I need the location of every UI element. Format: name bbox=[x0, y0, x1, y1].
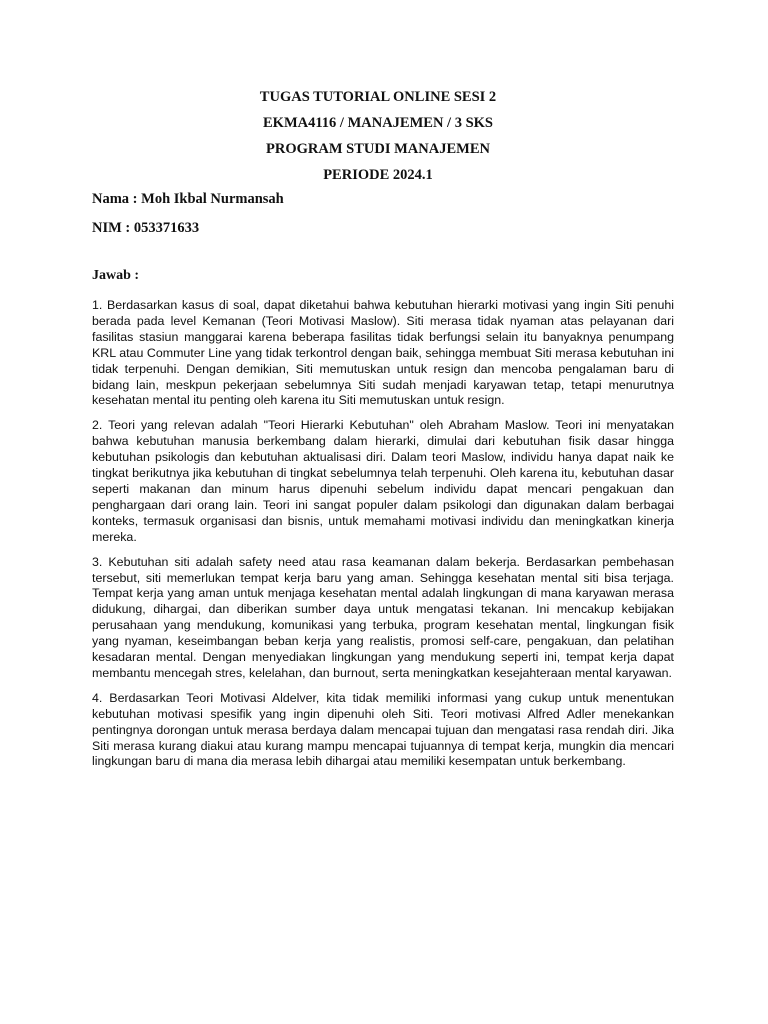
student-name: Nama : Moh Ikbal Nurmansah bbox=[92, 191, 284, 207]
answer-paragraph-1: 1. Berdasarkan kasus di soal, dapat diketahui bahwa kebutuhan hierarki motivasi yang ingin Siti penuhi berada pada level Kemanan (Teori Motivasi Maslow). Siti merasa tidak nyaman atas pelayanan dari fasilitas stasiun manggarai karena beberapa fasilitas tidak berfungsi selain itu banyaknya penumpang KRL atau Commuter Line yang tidak terkontrol dengan baik, sehingga membuat Siti merasa kebutuhan ini tidak terpenuhi. Dengan demikian, Siti memutuskan untuk resign dan mencoba pengalaman baru di bidang lain, meskpun pekerjaan sebelumnya Siti sudah menjadi karyawan tetap, tetapi menurutnya kesehatan mental itu penting oleh karena itu Siti memutuskan untuk resign. bbox=[92, 298, 674, 408]
header-course: EKMA4116 / MANAJEMEN / 3 SKS bbox=[263, 115, 493, 131]
answer-paragraph-3: 3. Kebutuhan siti adalah safety need atau rasa keamanan dalam bekerja. Berdasarkan pembehasan tersebut, siti memerlukan tempat kerja baru yang aman. Sehingga kesehatan mental siti bisa terjaga. Tempat kerja yang aman untuk menjaga kesehatan mental adalah lingkungan di mana karyawan merasa didukung, dihargai, dan diberikan sumber daya untuk mengatasi tekanan. Ini mencakup kebijakan perusahaan yang mendukung, komunikasi yang terbuka, program kesehatan mental, lingkungan fisik yang nyaman, keseimbangan beban kerja yang realistis, promosi self-care, pengakuan, dan pelatihan kesadaran mental. Dengan menyediakan lingkungan yang mendukung seperti ini, tempat kerja dapat membantu mencegah stres, kelelahan, dan burnout, serta meningkatkan kesejahteraan mental karyawan. bbox=[92, 554, 674, 680]
header-title: TUGAS TUTORIAL ONLINE SESI 2 bbox=[259, 89, 497, 105]
student-nim: NIM : 053371633 bbox=[92, 220, 200, 236]
document-header bbox=[82, 84, 674, 188]
document-page bbox=[92, 84, 674, 779]
header-program: PROGRAM STUDI MANAJEMEN bbox=[266, 141, 490, 157]
answer-paragraph-2: 2. Teori yang relevan adalah "Teori Hierarki Kebutuhan" oleh Abraham Maslow. Teori ini menyatakan bahwa kebutuhan manusia berkembang dalam hierarki, dimulai dari kebutuhan fisik dasar hingga kebutuhan psikologis dan kebutuhan aktualisasi diri. Dalam teori Maslow, individu hanya dapat naik ke tingkat berikutnya jika kebutuhan di tingkat sebelumnya telah terpenuhi. Oleh karena itu, kebutuhan dasar seperti makanan dan minum harus dipenuhi sebelum individu dapat mencari pengakuan dan penghargaan dari orang lain. Teori ini sangat populer dalam psikologi dan digunakan dalam berbagai konteks, termasuk organisasi dan bisnis, untuk memahami motivasi individu dan meningkatkan kinerja mereka. bbox=[92, 418, 674, 544]
answer-paragraph-4: 4. Berdasarkan Teori Motivasi Aldelver, kita tidak memiliki informasi yang cukup untuk menentukan kebutuhan motivasi spesifik yang ingin dipenuhi oleh Siti. Teori motivasi Alfred Adler menekankan pentingnya dorongan untuk merasa berdaya dalam mencapai tujuan dan mengatasi rasa rendah diri. Jika Siti merasa kurang diakui atau kurang mampu mencapai tujuannya di tempat kerja, mungkin dia mencari lingkungan baru di mana dia merasa lebih dihargai atau memiliki kesempatan untuk berkembang. bbox=[92, 690, 674, 769]
answer-list bbox=[92, 298, 674, 770]
header-period: PERIODE 2024.1 bbox=[323, 167, 433, 183]
answer-heading: Jawab : bbox=[92, 268, 140, 283]
